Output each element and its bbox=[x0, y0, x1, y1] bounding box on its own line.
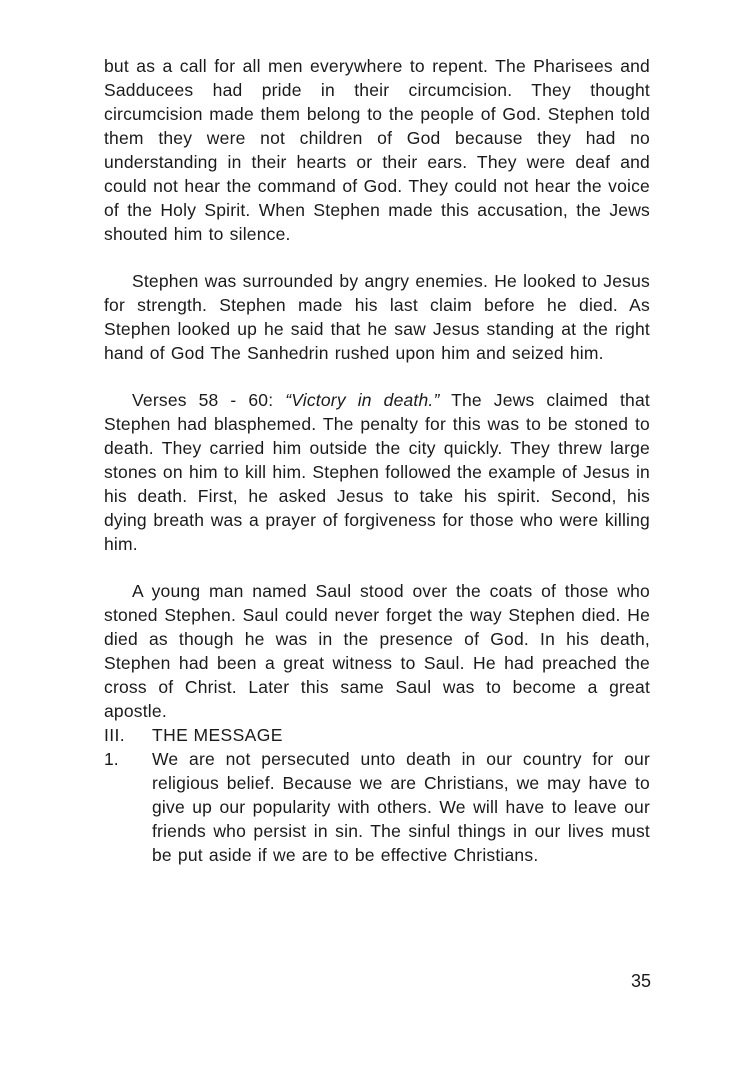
section-heading bbox=[104, 723, 650, 747]
point-text: We are not persecuted unto death in our country for our religious belief. Because we are Christians, we may have to give up our popularity with others. We will have to leave our friends who persist in sin. The sinful things in our lives must be put aside if we are to be effective Christians. bbox=[152, 749, 650, 865]
paragraph-call-to-repent: but as a call for all men everywhere to repent. The Pharisees and Sadducees had pride in their circumcision. They thought circumcision made them belong to the people of God. Stephen told them they were not children of God because they had no understanding in their hearts or their ears. They were deaf and could not hear the command of God. They could not hear the voice of the Holy Spirit. When Stephen made this accusation, the Jews shouted him to silence. bbox=[104, 56, 650, 244]
paragraph-victory-in-death bbox=[104, 388, 650, 556]
page-body bbox=[104, 54, 650, 867]
verse-theme: “Victory in death.” bbox=[285, 390, 440, 410]
verse-commentary: The Jews claimed that Stephen had blasphemed. The penalty for this was to be stoned to death. They carried him outside the city quickly. They threw large stones on him to kill him. Stephen followed the example of Jesus in his death. First, he asked Jesus to take his spirit. Second, his dying breath was a prayer of forgiveness for those who were killing him. bbox=[104, 390, 650, 554]
paragraph-saul-witness: A young man named Saul stood over the coats of those who stoned Stephen. Saul could never forget the way Stephen died. He died as though he was in the presence of God. In his death, Stephen had been a great witness to Saul. He had preached the cross of Christ. Later this same Saul was to become a great apostle. bbox=[104, 581, 650, 721]
message-point bbox=[104, 747, 650, 867]
paragraph-stephen-surrounded: Stephen was surrounded by angry enemies. He looked to Jesus for strength. Stephen made his last claim before he died. As Stephen looked up he said that he saw Jesus standing at the right hand of God The Sanhedrin rushed upon him and seized him. bbox=[104, 271, 650, 363]
page-number: 35 bbox=[630, 971, 651, 991]
verse-reference: Verses 58 - 60: bbox=[132, 390, 286, 410]
point-number: 1. bbox=[104, 749, 119, 769]
section-title: THE MESSAGE bbox=[152, 725, 283, 745]
section-number: III. bbox=[104, 725, 126, 745]
